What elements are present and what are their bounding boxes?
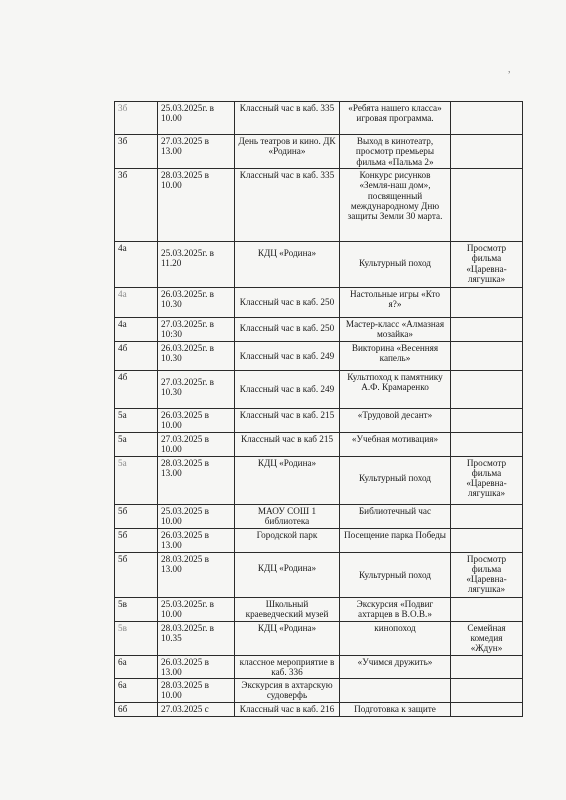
note-cell	[451, 371, 523, 409]
place-cell: КДЦ «Родина»	[235, 456, 340, 504]
note-cell	[451, 702, 523, 716]
event-cell: «Трудовой десант»	[340, 409, 451, 433]
class-cell: 5а	[115, 409, 158, 433]
class-cell: 5а	[115, 456, 158, 504]
table-row	[115, 342, 523, 371]
date-cell: 26.03.2025 в 13.00	[158, 655, 235, 679]
table-row	[115, 135, 523, 169]
note-cell: Просмотр фильма «Царевна-лягушка»	[451, 552, 523, 597]
date-cell: 28.03.2025 в 10.00	[158, 679, 235, 703]
table-row	[115, 432, 523, 456]
note-cell	[451, 679, 523, 703]
event-cell: Посещение парка Победы	[340, 528, 451, 552]
note-cell	[451, 409, 523, 433]
place-cell: Классный час в каб. 215	[235, 409, 340, 433]
place-cell: Классный час в каб. 335	[235, 169, 340, 242]
class-cell: 6б	[115, 702, 158, 716]
class-cell: 3б	[115, 102, 158, 135]
place-cell: КДЦ «Родина»	[235, 621, 340, 655]
class-cell: 3б	[115, 135, 158, 169]
table-row	[115, 242, 523, 288]
class-cell: 5б	[115, 528, 158, 552]
class-cell: 5б	[115, 552, 158, 597]
class-cell: 5а	[115, 432, 158, 456]
class-cell: 4а	[115, 318, 158, 342]
class-cell: 6а	[115, 679, 158, 703]
event-cell	[340, 679, 451, 703]
place-cell: Классный час в каб. 216	[235, 702, 340, 716]
date-cell: 26.03.2025 в 10.00	[158, 409, 235, 433]
event-cell: Викторина «Весенняя капель»	[340, 342, 451, 371]
table-row	[115, 702, 523, 716]
class-cell: 5б	[115, 504, 158, 528]
table-row	[115, 409, 523, 433]
date-cell: 27.03.2025 с	[158, 702, 235, 716]
table-row	[115, 504, 523, 528]
event-cell: Экскурсия «Подвиг ахтарцев в В.О.В.»	[340, 597, 451, 621]
table-row	[115, 288, 523, 318]
table-row	[115, 679, 523, 703]
date-cell: 28.03.2025 в 10.00	[158, 169, 235, 242]
date-cell: 28.03.2025г. в 10.35	[158, 621, 235, 655]
place-cell: Классный час в каб. 250	[235, 318, 340, 342]
table-row	[115, 318, 523, 342]
date-cell: 25.03.2025г. в 10.00	[158, 102, 235, 135]
class-cell: 5в	[115, 621, 158, 655]
note-cell	[451, 504, 523, 528]
event-cell: Культурный поход	[340, 242, 451, 288]
date-cell: 26.03.2025г. в 10.30	[158, 288, 235, 318]
date-cell: 25.03.2025 в 10.00	[158, 504, 235, 528]
place-cell: Классный час в каб. 250	[235, 288, 340, 318]
place-cell: КДЦ «Родина»	[235, 242, 340, 288]
class-cell: 3б	[115, 169, 158, 242]
event-cell: Подготовка к защите	[340, 702, 451, 716]
note-cell	[451, 655, 523, 679]
class-cell: 4а	[115, 288, 158, 318]
note-cell	[451, 169, 523, 242]
date-cell: 28.03.2025 в 13.00	[158, 456, 235, 504]
table-row	[115, 456, 523, 504]
place-cell: Классный час в каб 215	[235, 432, 340, 456]
class-cell: 4б	[115, 342, 158, 371]
place-cell: Школьный краеведческий музей	[235, 597, 340, 621]
place-cell: День театров и кино. ДК «Родина»	[235, 135, 340, 169]
place-cell: КДЦ «Родина»	[235, 552, 340, 597]
note-cell	[451, 342, 523, 371]
place-cell: МАОУ СОШ 1 библиотека	[235, 504, 340, 528]
class-cell: 4а	[115, 242, 158, 288]
event-cell: Настольные игры «Кто я?»	[340, 288, 451, 318]
event-cell: Библиотечный час	[340, 504, 451, 528]
event-cell: «Учебная мотивация»	[340, 432, 451, 456]
table-row	[115, 102, 523, 135]
table-row	[115, 655, 523, 679]
event-schedule-table	[114, 101, 523, 717]
place-cell: классное мероприятие в каб. 336	[235, 655, 340, 679]
place-cell: Экскурсия в ахтарскую судоверфь	[235, 679, 340, 703]
note-cell	[451, 432, 523, 456]
event-cell: «Ребята нашего класса» игровая программа.	[340, 102, 451, 135]
table-row	[115, 597, 523, 621]
date-cell: 26.03.2025г. в 10.30	[158, 342, 235, 371]
class-cell: 4б	[115, 371, 158, 409]
date-cell: 27.03.2025г. в 10.30	[158, 371, 235, 409]
note-cell	[451, 135, 523, 169]
table-row	[115, 552, 523, 597]
event-cell: Культурный поход	[340, 552, 451, 597]
date-cell: 27.03.2025г. в 10:30	[158, 318, 235, 342]
note-cell: Просмотр фильма «Царевна-лягушка»	[451, 242, 523, 288]
note-cell	[451, 318, 523, 342]
place-cell: Классный час в каб. 249	[235, 371, 340, 409]
date-cell: 27.03.2025 в 10.00	[158, 432, 235, 456]
note-cell: Семейная комедия «Ждун»	[451, 621, 523, 655]
date-cell: 28.03.2025 в 13.00	[158, 552, 235, 597]
event-cell: Культурный поход	[340, 456, 451, 504]
table-row	[115, 621, 523, 655]
class-cell: 6а	[115, 655, 158, 679]
table-row	[115, 169, 523, 242]
scan-mark: ,	[508, 64, 511, 75]
place-cell: Классный час в каб. 249	[235, 342, 340, 371]
table-row	[115, 371, 523, 409]
place-cell: Городской парк	[235, 528, 340, 552]
event-cell: «Учимся дружить»	[340, 655, 451, 679]
date-cell: 26.03.2025 в 13.00	[158, 528, 235, 552]
date-cell: 27.03.2025 в 13.00	[158, 135, 235, 169]
note-cell: Просмотр фильма «Царевна-лягушка»	[451, 456, 523, 504]
event-cell: Выход в кинотеатр, просмотр премьеры фильма «Пальма 2»	[340, 135, 451, 169]
note-cell	[451, 528, 523, 552]
event-cell: Конкурс рисунков «Земля-наш дом», посвященный международному Дню защиты Земли 30 марта.	[340, 169, 451, 242]
class-cell: 5в	[115, 597, 158, 621]
event-cell: кинопоход	[340, 621, 451, 655]
event-cell: Культпоход к памятнику А.Ф. Крамаренко	[340, 371, 451, 409]
note-cell	[451, 102, 523, 135]
note-cell	[451, 597, 523, 621]
date-cell: 25.03.2025г. в 11.20	[158, 242, 235, 288]
note-cell	[451, 288, 523, 318]
table-row	[115, 528, 523, 552]
date-cell: 25.03.2025г. в 10.00	[158, 597, 235, 621]
place-cell: Классный час в каб. 335	[235, 102, 340, 135]
event-cell: Мастер-класс «Алмазная мозайка»	[340, 318, 451, 342]
